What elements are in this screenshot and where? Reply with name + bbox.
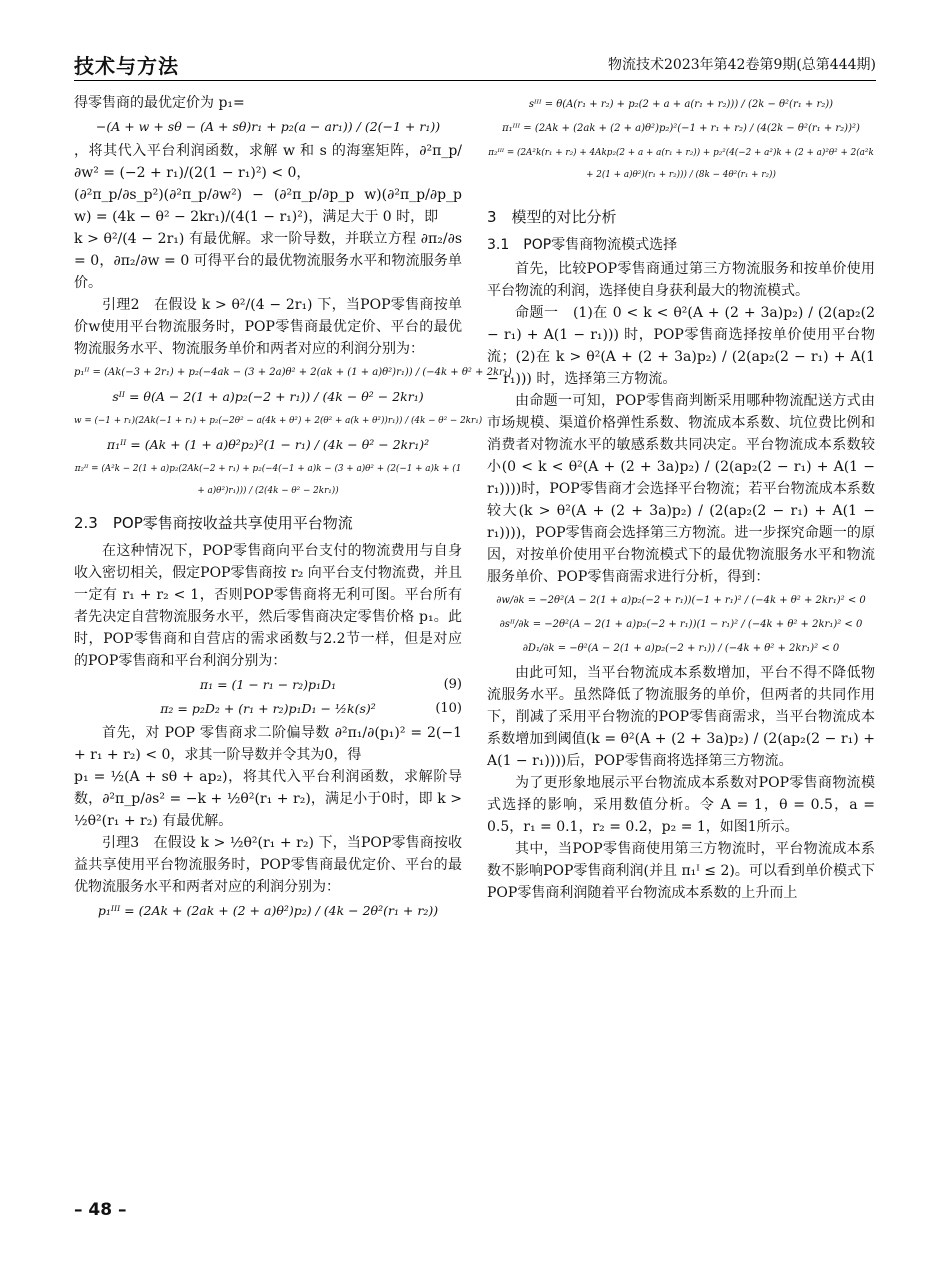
paragraph: 其中，当POP零售商使用第三方物流时，平台物流成本系数不影响POP零售商利润(并且 π₁ᴵ ≤ 2)。可以看到单价模式下POP零售商利润随着平台物流成本系数的上升而上: [487, 841, 875, 901]
lemma-2: 引理2 在假设 k > θ²/(4 − 2r₁) 下，当POP零售商按单价w使用平台物流服务时，POP零售商最优定价、平台的最优物流服务水平、物流服务单价和两者对应的利润分别为：: [74, 297, 462, 357]
paragraph: 在这种情况下，POP零售商向平台支付的物流费用与自身收入密切相关，假定POP零售商按 r₂ 向平台支付物流费，并且一定有 r₁ + r₂ < 1，否则POP零售商将无利可图。平台所有者先决定自营物流服务水平，然后零售商决定零售价格 p₁。此时，POP零售商和自营店的需求函数与2.2节一样，但是对应的POP零售商和平台利润分别为：: [74, 543, 462, 669]
subsection-heading: 3.1 POP零售商物流模式选择: [487, 237, 678, 253]
lemma-3: 引理3 在假设 k > ½θ²(r₁ + r₂) 下，当POP零售商按收益共享使用平台物流服务时，POP零售商最优定价、平台的最优物流服务水平和两者对应的利润分别为：: [74, 835, 462, 895]
equation: π₂ᴵᴵᴵ = (2A²k(r₁ + r₂) + 4Akp₂(2 + a + a(r₁ + r₂)) + p₂²(4(−2 + a²)k + (2 + a)²θ² + 2(a²k + 2(1 + a)θ²)(r₁ + r₂))) / (8k − 4θ²(r₁ + r₂)): [488, 148, 874, 180]
equation: w = (−1 + r₁)(2Ak(−1 + r₁) + p₂(−2θ² − a(4k + θ²) + 2(θ² + a(k + θ²))r₁)) / (4k − θ² − 2kr₁): [74, 416, 483, 426]
equation: π₂ᴵᴵ = (A²k − 2(1 + a)p₂(2Ak(−2 + r₁) + p₂(−4(−1 + a)k − (3 + a)θ² + (2(−1 + a)k + (1 + a)θ²)r₁))) / (2(4k − θ² − 2kr₁)): [74, 464, 462, 496]
equation: sᴵᴵ = θ(A − 2(1 + a)p₂(−2 + r₁)) / (4k − θ² − 2kr₁): [112, 389, 424, 404]
paragraph: 为了更形象地展示平台物流成本系数对POP零售商物流模式选择的影响，采用数值分析。令 A = 1，θ = 0.5，a = 0.5，r₁ = 0.1，r₂ = 0.2，p₂ = 1，如图1所示。: [487, 775, 875, 835]
equation: π₁ᴵᴵᴵ = (2Ak + (2ak + (2 + a)θ²)p₂)²(−1 + r₁ + r₂) / (4(2k − θ²(r₁ + r₂))²): [502, 123, 860, 134]
paragraph: 首先，比较POP零售商通过第三方物流服务和按单价使用平台物流的利润，选择使自身获利最大的物流模式。: [487, 261, 875, 299]
paragraph: p₁ = ½(A + sθ + ap₂)，将其代入平台利润函数，求解阶导数，∂²π_p/∂s² = −k + ½θ²(r₁ + r₂)，满足小于0时，即 k > ½θ²(r₁ + r₂) 有最优解。: [74, 769, 462, 829]
running-header: [74, 50, 876, 80]
equation: ∂w/∂k = −2θ²(A − 2(1 + a)p₂(−2 + r₁))(−1 + r₁)² / (−4k + θ² + 2kr₁)² < 0: [496, 595, 866, 606]
paragraph: k > θ²/(4 − 2r₁) 有最优解。求一阶导数，并联立方程 ∂π₂/∂s = 0，∂π₂/∂w = 0 可得平台的最优物流服务水平和物流服务单价。: [74, 231, 462, 291]
equation: sᴵᴵᴵ = θ(A(r₁ + r₂) + p₂(2 + a + a(r₁ + r₂))) / (2k − θ²(r₁ + r₂)): [528, 99, 834, 110]
paragraph: (∂²π_p/∂s_p²)(∂²π_p/∂w²) − (∂²π_p/∂p_p w)(∂²π_p/∂p_p w) = (4k − θ² − 2kr₁)/(4(1 − r₁)²)，满足大于 0 时，即: [74, 187, 462, 225]
equation: ∂D₁/∂k = −θ²(A − 2(1 + a)p₂(−2 + r₁)) / (−4k + θ² + 2kr₁)² < 0: [522, 643, 840, 654]
equation: π₁ᴵᴵ = (Ak + (1 + a)θ²p₂)²(1 − r₁) / (4k − θ² − 2kr₁)²: [106, 437, 430, 452]
section-heading: 3 模型的对比分析: [487, 208, 617, 226]
header-rule: [74, 80, 876, 81]
paragraph: 得零售商的最优定价为 p₁=: [74, 95, 245, 111]
equation: p₁ᴵᴵᴵ = (2Ak + (2ak + (2 + a)θ²)p₂) / (4k − 2θ²(r₁ + r₂)): [97, 903, 439, 918]
section-title: 技术与方法: [74, 54, 179, 78]
left-column: [74, 92, 512, 924]
page-number: – 48 –: [74, 1200, 127, 1220]
equation: p₁ᴵᴵ = (Ak(−3 + 2r₁) + p₂(−4ak − (3 + 2a)θ² + 2(ak + (1 + a)θ²)r₁)) / (−4k + θ² + 2kr₁): [74, 367, 512, 378]
right-column: [487, 92, 875, 904]
section-heading: 2.3 POP零售商按收益共享使用平台物流: [74, 514, 353, 532]
proposition-1: 命题一 (1)在 0 < k < θ²(A + (2 + 3a)p₂) / (2(ap₂(2 − r₁) + A(1 − r₁))) 时，POP零售商选择按单价使用平台物流；(2)在 k > θ²(A + (2 + 3a)p₂) / (2(ap₂(2 − r₁) + A(1 − r₁))) 时，选择第三方物流。: [487, 305, 875, 387]
equation: −(A + w + sθ − (A + sθ)r₁ + p₂(a − ar₁)) / (2(−1 + r₁)): [95, 119, 441, 134]
journal-info: 物流技术2023年第42卷第9期(总第444期): [608, 57, 876, 73]
paragraph: 首先，对 POP 零售商求二阶偏导数 ∂²π₁/∂(p₁)² = 2(−1 + r₁ + r₂) < 0，求其一阶导数并令其为0，得: [74, 725, 462, 763]
equation-9: π₁ = (1 − r₁ − r₂)p₁D₁ (9): [199, 677, 462, 692]
paragraph: 由此可知，当平台物流成本系数增加，平台不得不降低物流服务水平。虽然降低了物流服务的单价，但两者的共同作用下，削减了采用平台物流的POP零售商需求，当平台物流成本系数增加到阈值(k = θ²(A + (2 + 3a)p₂) / (2(ap₂(2 − r₁) + A(1 − r₁))))后，POP零售商将选择第三方物流。: [487, 665, 875, 769]
equation-10: π₂ = p₂D₂ + (r₁ + r₂)p₁D₁ − ½k(s)² (10): [160, 701, 462, 716]
equation: ∂sᴵᴵ/∂k = −2θ²(A − 2(1 + a)p₂(−2 + r₁))(1 − r₁)² / (−4k + θ² + 2kr₁)² < 0: [499, 619, 863, 630]
paragraph: 由命题一可知，POP零售商判断采用哪种物流配送方式由市场规模、渠道价格弹性系数、物流成本系数、坑位费比例和消费者对物流水平的敏感系数共同决定。平台物流成本系数较小(0 < k < θ²(A + (2 + 3a)p₂) / (2(ap₂(2 − r₁) + A(1 − r₁))))时，POP零售商才会选择平台物流；若平台物流成本系数较大(k > θ²(A + (2 + 3a)p₂) / (2(ap₂(2 − r₁) + A(1 − r₁))))，POP零售商会选择第三方物流。进一步探究命题一的原因，对按单价使用平台物流模式下的最优物流服务水平和物流服务单价、POP零售商需求进行分析，得到：: [487, 393, 875, 585]
paragraph: ，将其代入平台利润函数，求解 w 和 s 的海塞矩阵，∂²π_p/∂w² = (−2 + r₁)/(2(1 − r₁)²) < 0，: [74, 143, 462, 181]
